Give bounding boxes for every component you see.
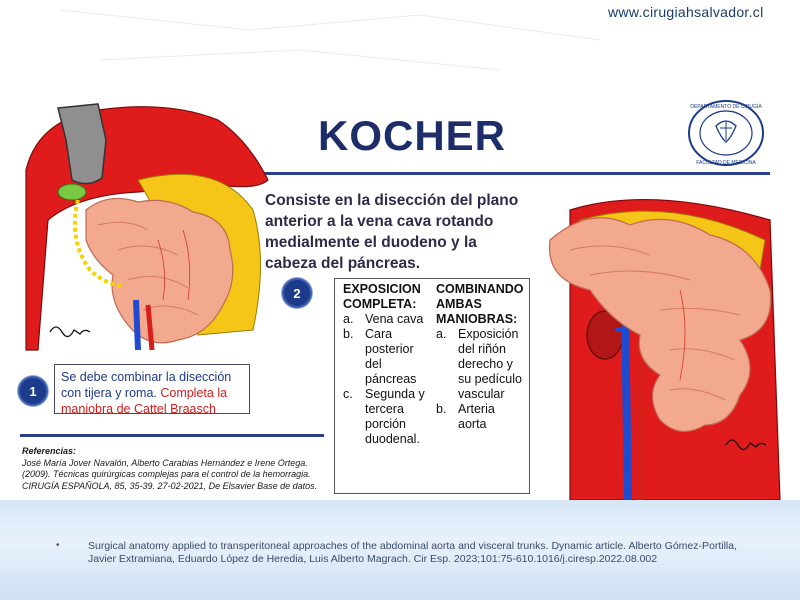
list-marker: a. <box>436 327 447 341</box>
column-combined-maneuvers <box>436 282 530 432</box>
references <box>22 446 322 492</box>
column-heading <box>343 282 435 312</box>
item-line: del riñón <box>458 342 506 356</box>
step-1-note <box>54 364 250 414</box>
description <box>265 190 520 274</box>
description-line: medialmente el duodeno y la <box>265 234 477 251</box>
item-line: derecho y <box>458 357 513 371</box>
step-2-badge: 2 <box>282 278 312 308</box>
item-line: vascular <box>458 387 505 401</box>
list-item <box>343 387 435 447</box>
item-line: porción <box>365 417 406 431</box>
item-line: páncreas <box>365 372 417 386</box>
description-line: Consiste en la disección del plano <box>265 192 519 209</box>
item-line: aorta <box>458 417 487 431</box>
list-item <box>436 402 530 432</box>
heading-line: COMBINANDO <box>436 282 524 296</box>
item-line: duodenal. <box>365 432 420 446</box>
list-item <box>343 327 435 387</box>
list-item <box>343 312 435 327</box>
title-divider <box>258 172 770 175</box>
item-line: Segunda y <box>365 387 425 401</box>
footer-bullet: • <box>56 540 60 551</box>
description-line: cabeza del páncreas. <box>265 255 421 272</box>
item-line: tercera <box>365 402 404 416</box>
item-line: posterior <box>365 342 414 356</box>
item-line: Cara <box>365 327 393 341</box>
description-line: anterior a la vena cava rotando <box>265 213 494 230</box>
item-line: Arteria <box>458 402 495 416</box>
heading-line: COMPLETA: <box>343 297 417 311</box>
item-line: Vena cava <box>365 312 424 326</box>
heading-line: EXPOSICION <box>343 282 421 296</box>
item-line: su pedículo <box>458 372 522 386</box>
column-complete-exposure <box>343 282 435 447</box>
references-heading: Referencias: <box>22 446 77 456</box>
page-title: KOCHER <box>318 112 507 159</box>
reference-citation: CIRUGÍA ESPAÑOLA, 85, 35-39. 27-02-2021, De Elsavier Base de datos. <box>22 480 318 491</box>
svg-text:FACULTAD DE MEDICINA: FACULTAD DE MEDICINA <box>696 160 756 166</box>
procedure-table <box>334 278 530 494</box>
note-text: Se debe combinar la disección con tijera y roma. <box>61 370 232 400</box>
site-url[interactable]: www.cirugiahsalvador.cl <box>608 4 764 20</box>
list-marker: b. <box>436 402 447 416</box>
item-line: del <box>365 357 382 371</box>
exposure-list <box>343 312 435 447</box>
list-marker: b. <box>343 327 354 341</box>
heading-line: AMBAS <box>436 297 482 311</box>
list-marker: c. <box>343 387 353 401</box>
maneuver-list <box>436 327 530 432</box>
svg-text:DEPARTAMENTO DE CIRUGÍA: DEPARTAMENTO DE CIRUGÍA <box>690 104 762 110</box>
step-1-badge: 1 <box>18 376 48 406</box>
list-marker: a. <box>343 312 354 326</box>
department-logo <box>686 98 766 168</box>
reference-author: José María Jover Navalón, Alberto Carabias Hernández e Irene Ortega. <box>22 457 308 468</box>
right-combined-maneuver-illustration <box>530 180 792 505</box>
list-item <box>436 327 530 402</box>
left-kocher-illustration <box>18 100 273 360</box>
reference-title: (2009). Técnicas quirúrgicas complejas para el control de la hemorragia. <box>22 469 311 479</box>
note-highlight: Completa la maniobra de Cattel Braasch <box>61 386 228 416</box>
footer-citation: Surgical anatomy applied to transperitoneal approaches of the abdominal aorta and visceral trunks. Dynamic article. Alberto Gómez-Portilla, Javier Extramiana, Eduardo López de Heredia, Luis Alberto Magrach. Cir Esp. 2023;101:75-610.1016/j.ciresp.2022.08.002 <box>88 540 738 565</box>
references-divider <box>20 434 324 437</box>
item-line: Exposición <box>458 327 519 341</box>
column-heading <box>436 282 530 327</box>
heading-line: MANIOBRAS: <box>436 312 518 326</box>
